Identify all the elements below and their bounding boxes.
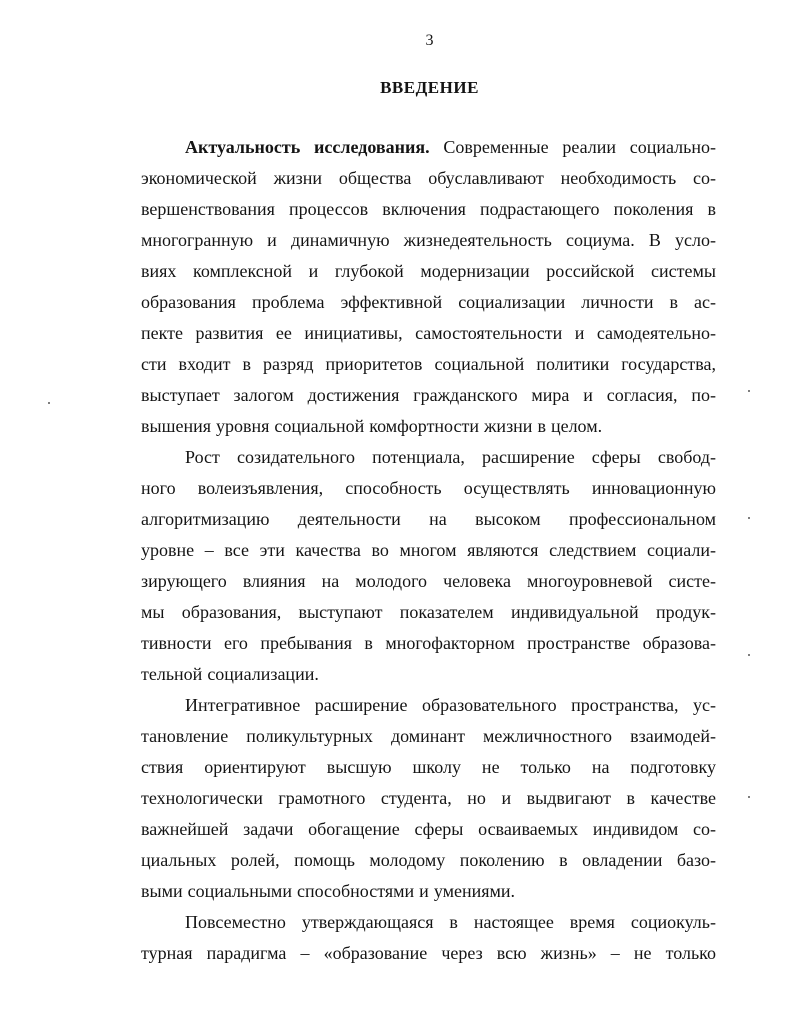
paragraph-1-line-8: сти входит в разряд приоритетов социальной политики государства, (141, 354, 716, 374)
paragraph-4-line-2: турная парадигма – «образование через всю жизнь» – не только (141, 943, 716, 963)
paragraph-2-line-8: тельной социализации. (141, 664, 319, 684)
scan-speck (748, 796, 750, 798)
paragraph-1-line-2: экономической жизни общества обуславливают необходимость со- (141, 168, 716, 188)
paragraph-3-line-2: тановление поликультурных доминант межличностного взаимодей- (141, 726, 716, 746)
paragraph-3-line-5: важнейшей задачи обогащение сферы осваиваемых индивидом со- (141, 819, 716, 839)
paragraph-lead: Актуальность исследования. (185, 137, 430, 157)
paragraph-3-line-7: выми социальными способностями и умениями. (141, 881, 516, 901)
paragraph-1-line-3: вершенствования процессов включения подрастающего поколения в (141, 199, 716, 219)
scan-speck (748, 517, 750, 519)
paragraph-3-line-4: технологически грамотного студента, но и выдвигают в качестве (141, 788, 716, 808)
paragraph-3-line-1: Интегративное расширение образовательного пространства, ус- (185, 695, 716, 715)
scan-speck (48, 402, 50, 404)
scan-speck (748, 654, 750, 656)
paragraph-4-line-1: Повсеместно утверждающаяся в настоящее время социокуль- (185, 912, 716, 932)
paragraph-2-line-3: алгоритмизацию деятельности на высоком профессиональном (141, 509, 716, 529)
paragraph-3-line-6: циальных ролей, помощь молодому поколению в овладении базо- (141, 850, 716, 870)
paragraph-text: Современные реалии социально- (443, 137, 716, 157)
section-title: ВВЕДЕНИЕ (380, 78, 479, 97)
paragraph-3-line-3: ствия ориентируют высшую школу не только на подготовку (141, 757, 716, 777)
paragraph-2-line-6: мы образования, выступают показателем индивидуальной продук- (141, 602, 716, 622)
paragraph-1-line-4: многогранную и динамичную жизнедеятельность социума. В усло- (141, 230, 716, 250)
paragraph-2-line-2: ного волеизъявления, способность осуществлять инновационную (141, 478, 716, 498)
paragraph-1-line-5: виях комплексной и глубокой модернизации российской системы (141, 261, 716, 281)
page-number: 3 (425, 32, 434, 49)
paragraph-1-line-7: пекте развития ее инициативы, самостоятельности и самодеятельно- (141, 323, 716, 343)
paragraph-1-line-1 (185, 137, 716, 159)
paragraph-1-line-10: вышения уровня социальной комфортности жизни в целом. (141, 416, 603, 436)
paragraph-2-line-7: тивности его пребывания в многофакторном пространстве образова- (141, 633, 716, 653)
paragraph-1-line-9: выступает залогом достижения гражданского мира и согласия, по- (141, 385, 716, 405)
paragraph-2-line-4: уровне – все эти качества во многом являются следствием социали- (141, 540, 716, 560)
paragraph-2-line-1: Рост созидательного потенциала, расширение сферы свобод- (185, 447, 716, 467)
paragraph-2-line-5: зирующего влияния на молодого человека многоуровневой систе- (141, 571, 716, 591)
scan-speck (748, 390, 750, 392)
paragraph-1-line-6: образования проблема эффективной социализации личности в ас- (141, 292, 716, 312)
